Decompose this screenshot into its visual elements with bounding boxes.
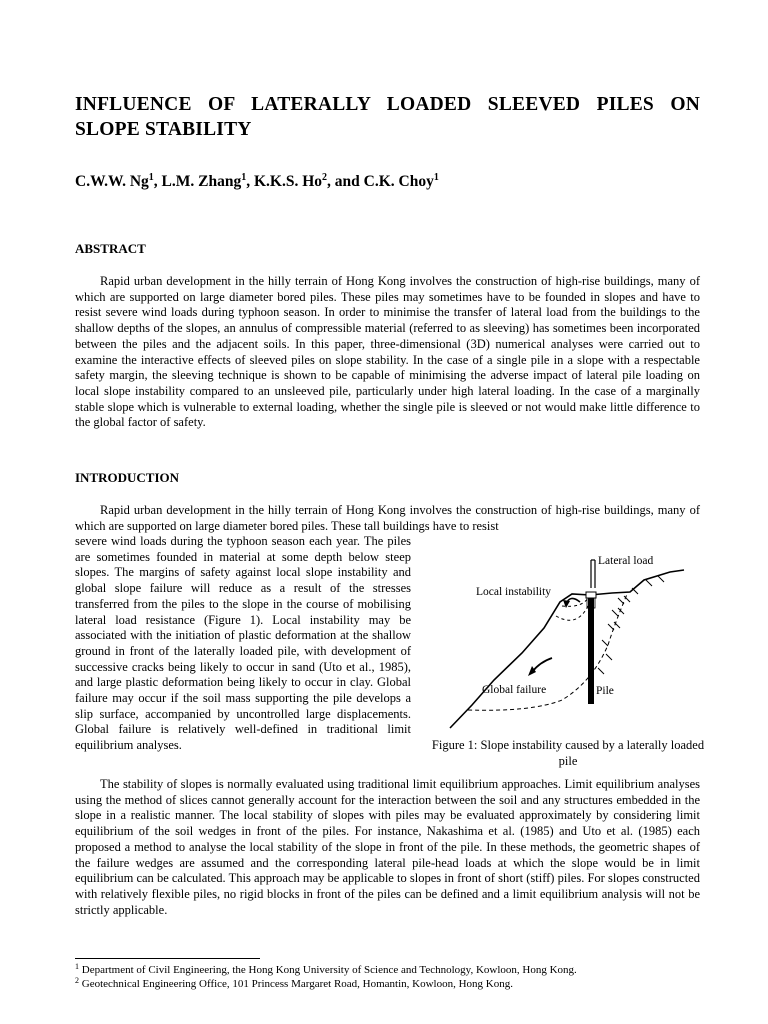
local-instability-wedge-outer: [556, 606, 588, 620]
author-separator: ,: [153, 173, 162, 190]
author-separator: , and: [327, 173, 364, 190]
introduction-heading: INTRODUCTION: [75, 470, 180, 485]
label-global-failure: Global failure: [482, 684, 547, 696]
slope-diagram: [432, 550, 704, 735]
author-affiliation-mark: 1: [241, 172, 247, 183]
author-affiliation-mark: 2: [322, 172, 328, 183]
author-name: C.K. Choy: [363, 173, 434, 190]
intro-paragraph-1-wrapped: severe wind loads during the typhoon season each year. The piles are sometimes founded in material at some depth below steep slopes. The margins of safety against local slope instability and global slope failure will reduce as a result of the stresses transferred from the piles to the slope in the course of mobilising lateral load resistance (Figure 1). Local instability may be associated with the initiation of plastic deformation at the shallow ground in front of the laterally loaded pile, with development of successive cracks being likely to occur in sand (Uto et al., 1985), and large plastic deformation being likely to occur in clay. Global failure may occur if the soil mass supporting the pile develops a slip surface, accompanied by uncontrolled large displacements. Global failure is relatively well-defined in traditional limit equilibrium analyses.: [75, 534, 411, 753]
footnote-text: Department of Civil Engineering, the Hong Kong University of Science and Technology, Kowloon, Hong Kong.: [81, 964, 577, 976]
abstract-heading: ABSTRACT: [75, 241, 146, 256]
global-failure-arrow: [532, 658, 552, 672]
footnote-1: [75, 963, 715, 977]
abstract-paragraph: Rapid urban development in the hilly terrain of Hong Kong involves the construction of high-rise buildings, many of which are supported on large diameter bored piles. These piles may sometimes have to be founded in slopes and have to resist severe wind loads during typhoon season. In order to minimise the transfer of lateral load from the buildings to the shallow depths of the slopes, an annulus of compressible material (referred to as sleeving) has sometimes been incorporated between the piles and the adjacent soils. In this paper, three-dimensional (3D) numerical analyses were carried out to examine the interactive effects of sleeved piles on slope stability. In the case of a single pile in a slope with a respectable safety margin, the sleeving technique is shown to be capable of minimising the adverse impact of lateral pile loading on local slope instability compared to an unsleeved pile, particularly under high lateral loading. In the case of a marginally stable slope which is vulnerable to external loading, whether the single pile is sleeved or not would make little difference to the global factor of safety.: [75, 274, 700, 430]
author-name: C.W.W. Ng: [75, 173, 149, 190]
figure-1: [432, 550, 704, 735]
label-local-instability: Local instability: [476, 586, 552, 598]
label-lateral-load: Lateral load: [598, 555, 654, 567]
arrowhead-icon: [528, 666, 536, 676]
author-name: K.K.S. Ho: [253, 173, 323, 190]
paper-title: INFLUENCE OF LATERALLY LOADED SLEEVED PILES ON SLOPE STABILITY: [75, 94, 700, 140]
author-name: L.M. Zhang: [161, 173, 242, 190]
author-separator: ,: [246, 173, 254, 190]
pile-shaft: [588, 594, 594, 704]
author-affiliation-mark: 1: [433, 172, 439, 183]
intro-paragraph-1: Rapid urban development in the hilly terrain of Hong Kong involves the construction of high-rise buildings, many of which are supported on large diameter bored piles. These tall buildings have to resist: [75, 503, 700, 533]
footnote-text: Geotechnical Engineering Office, 101 Princess Margaret Road, Homantin, Kowloon, Hong Kong.: [81, 978, 513, 990]
label-pile: Pile: [596, 685, 614, 697]
footnote-separator: [75, 958, 260, 959]
author-affiliation-mark: 1: [148, 172, 154, 183]
author-list: [75, 172, 700, 192]
figure-1-caption: Figure 1: Slope instability caused by a laterally loaded pile: [431, 738, 705, 768]
footnote-mark: 1: [75, 962, 79, 971]
footnote-mark: 2: [75, 976, 79, 985]
pile-head: [586, 592, 596, 598]
intro-paragraph-2: The stability of slopes is normally evaluated using traditional limit equilibrium approaches. Limit equilibrium analyses using the method of slices cannot generally account for the interaction between the soil and any structures embedded in the slope in a realistic manner. The local stability of slopes with piles may be evaluated approximately by considering limit equilibrium of the soil wedges in front of the piles. For instance, Nakashima et al. (1985) and Uto et al. (1985) each proposed a method to analyse the local stability of the slope in front of the pile. In these methods, the geometric shapes of the failure wedges are assumed and the corresponding lateral pile-head loads at which the slope would be in limit equilibrium can be calculated. This approach may be applicable to slopes in front of short (stiff) piles. For slopes constructed with relatively flexible piles, no rigid blocks in front of the piles can be defined and a limit equilibrium analysis will not be strictly applicable.: [75, 777, 700, 917]
footnote-2: [75, 977, 715, 991]
